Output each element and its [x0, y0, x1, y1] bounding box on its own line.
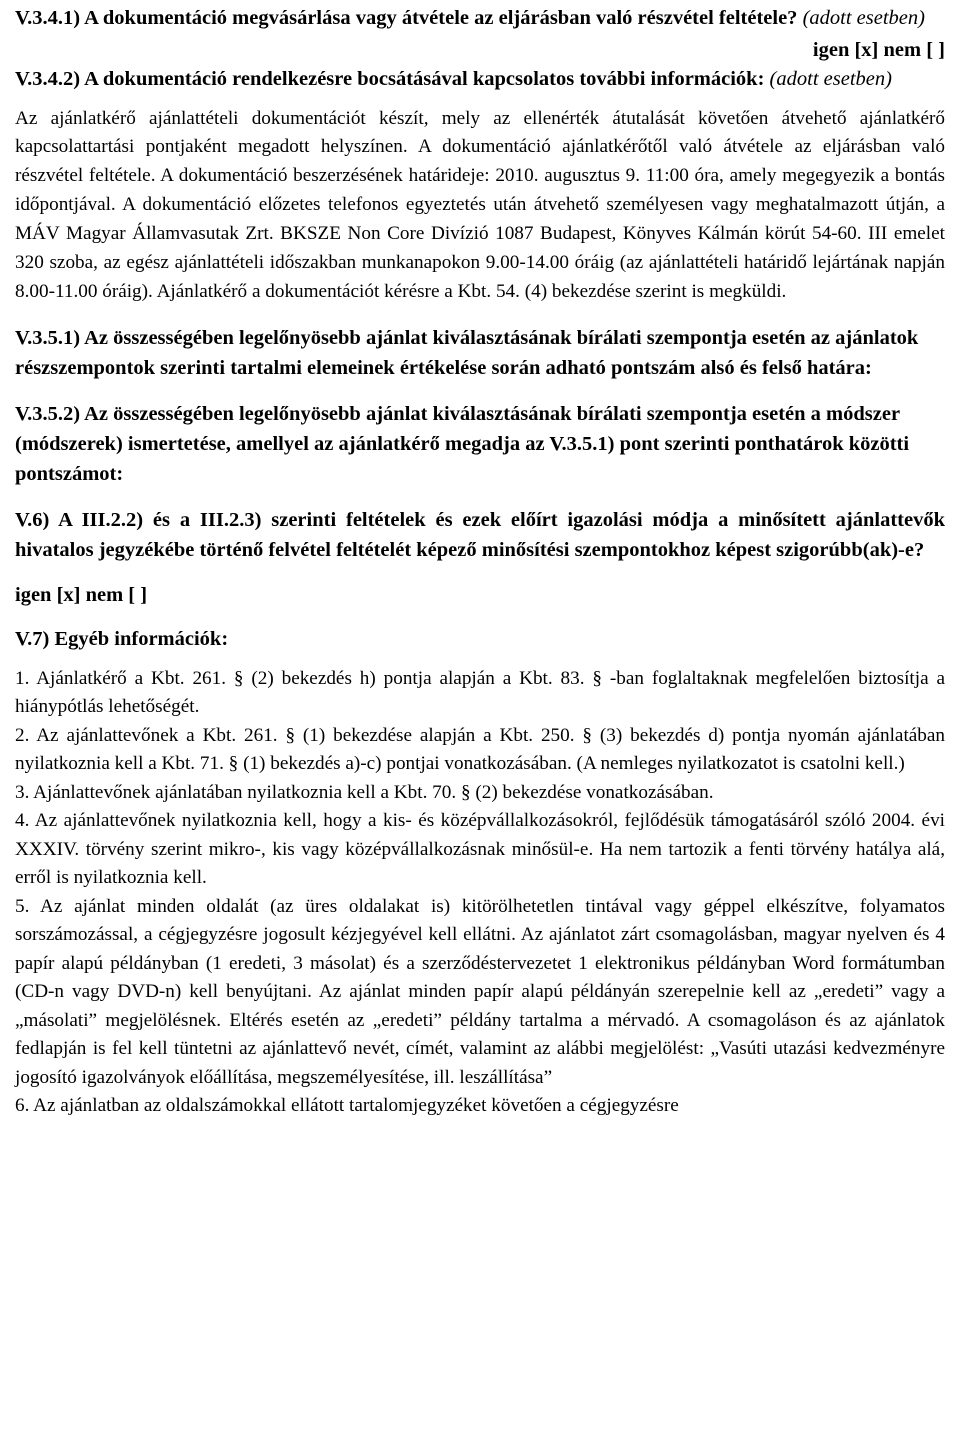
section-v342-heading	[15, 65, 945, 93]
section-v351-heading: V.3.5.1) Az összességében legelőnyösebb ajánlat kiválasztásának bírálati szempontja esetén az ajánlatok részszempontok szerinti tartalmi elemeinek értékelése során adható pontszám alsó és felső határa:	[15, 326, 919, 379]
list-item-1: 1. Ajánlatkérő a Kbt. 261. § (2) bekezdés h) pontja alapján a Kbt. 83. § -ban foglaltaknak megfelelően biztosítja a hiánypótlás lehetőségét.	[15, 667, 945, 718]
list-item-3: 3. Ajánlattevőnek ajánlatában nyilatkoznia kell a Kbt. 70. § (2) bekezdése vonatkozásában.	[15, 781, 714, 803]
section-v341-heading	[15, 4, 945, 32]
section-v7-heading: V.7) Egyéb információk:	[15, 627, 229, 650]
section-v341-note: (adott esetben)	[802, 7, 925, 29]
section-v6-heading: V.6) A III.2.2) és a III.2.3) szerinti feltételek és ezek előírt igazolási módja a minősített ajánlattevők hivatalos jegyzékébe történő felvétel feltételét képező minősítési szempontokhoz képest szigorúbb(ak)-e?	[15, 508, 945, 561]
document-page	[15, 4, 945, 1121]
section-v6-answer: igen [x] nem [ ]	[15, 583, 148, 606]
section-v341-title: V.3.4.1) A dokumentáció megvásárlása vagy átvétele az eljárásban való részvétel feltétele?	[15, 7, 798, 29]
section-v342-body: Az ajánlatkérő ajánlattételi dokumentációt készít, mely az ellenérték átutalását követően átvehető ajánlatkérő kapcsolattartási pontjaként megadott helyszínen. A dokumentáció ajánlatkérőtől való átvétele az eljárásban való részvétel feltétele. A dokumentáció beszerzésének határideje: 2010. augusztus 9. 11:00 óra, amely megegyezik a bontás időpontjával. A dokumentáció előzetes telefonos egyeztetés után átvehető személyesen vagy meghatalmazott útján, a MÁV Magyar Államvasutak Zrt. BKSZE Non Core Divízió 1087 Budapest, Könyves Kálmán körút 54-60. III emelet 320 szoba, az egész ajánlattételi időszakban munkanapokon 9.00-14.00 óráig (az ajánlattételi határidő lejártának napján 8.00-11.00 óráig). Ajánlatkérő a dokumentációt kérésre a Kbt. 54. (4) bekezdése szerint is megküldi.	[15, 107, 945, 302]
section-v342-note: (adott esetben)	[769, 67, 892, 90]
section-v352-heading: V.3.5.2) Az összességében legelőnyösebb ajánlat kiválasztásának bírálati szempontja esetén a módszer (módszerek) ismertetése, amellyel az ajánlatkérő megadja az V.3.5.1) pont szerinti ponthatárok közötti pontszámot:	[15, 402, 910, 485]
list-item-4: 4. Az ajánlattevőnek nyilatkoznia kell, hogy a kis- és középvállalkozásokról, fejlődésük támogatásáról szóló 2004. évi XXXIV. törvény szerint mikro-, kis vagy középvállalkozásnak minősül-e. Ha nem tartozik a fenti törvény hatálya alá, erről is nyilatkoznia kell.	[15, 810, 945, 889]
list-item-6: 6. Az ajánlatban az oldalszámokkal ellátott tartalomjegyzéket követően a cégjegyzésre	[15, 1095, 679, 1117]
list-item-5: 5. Az ajánlat minden oldalát (az üres oldalakat is) kitörölhetetlen tintával vagy géppel elkészítve, folyamatos sorszámozással, a cégjegyzésre jogosult kézjegyével kell ellátni. Az ajánlatot zárt csomagolásban, magyar nyelven és 4 papír alapú példányban (1 eredeti, 3 másolat) és a szerződéstervezetet 1 elektronikus példányban Word formátumban (CD-n vagy DVD-n) kell benyújtani. Az ajánlat minden papír alapú példányán szerepelnie kell az „eredeti” vagy a „másolati” megjelölésnek. Eltérés esetén az „eredeti” példány tartalma a mérvadó. A csomagoláson és az ajánlatok fedlapján is fel kell tüntetni az ajánlattevő nevét, címét, valamint az alábbi megjelölést: „Vasúti utazási kedvezményre jogosító igazolványok előállítása, megszemélyesítése, ill. leszállítása”	[15, 895, 945, 1088]
section-v341-answer: igen [x] nem [ ]	[812, 39, 945, 61]
list-item-2: 2. Az ajánlattevőnek a Kbt. 261. § (1) bekezdése alapján a Kbt. 250. § (3) bekezdés d) pontja nyomán ajánlatában nyilatkoznia kell a Kbt. 71. § (1) bekezdés a)-c) pontjai vonatkozásában. (A nemleges nyilatkozatot is csatolni kell.)	[15, 724, 945, 775]
section-v342-title: V.3.4.2) A dokumentáció rendelkezésre bocsátásával kapcsolatos további információk:	[15, 67, 765, 90]
